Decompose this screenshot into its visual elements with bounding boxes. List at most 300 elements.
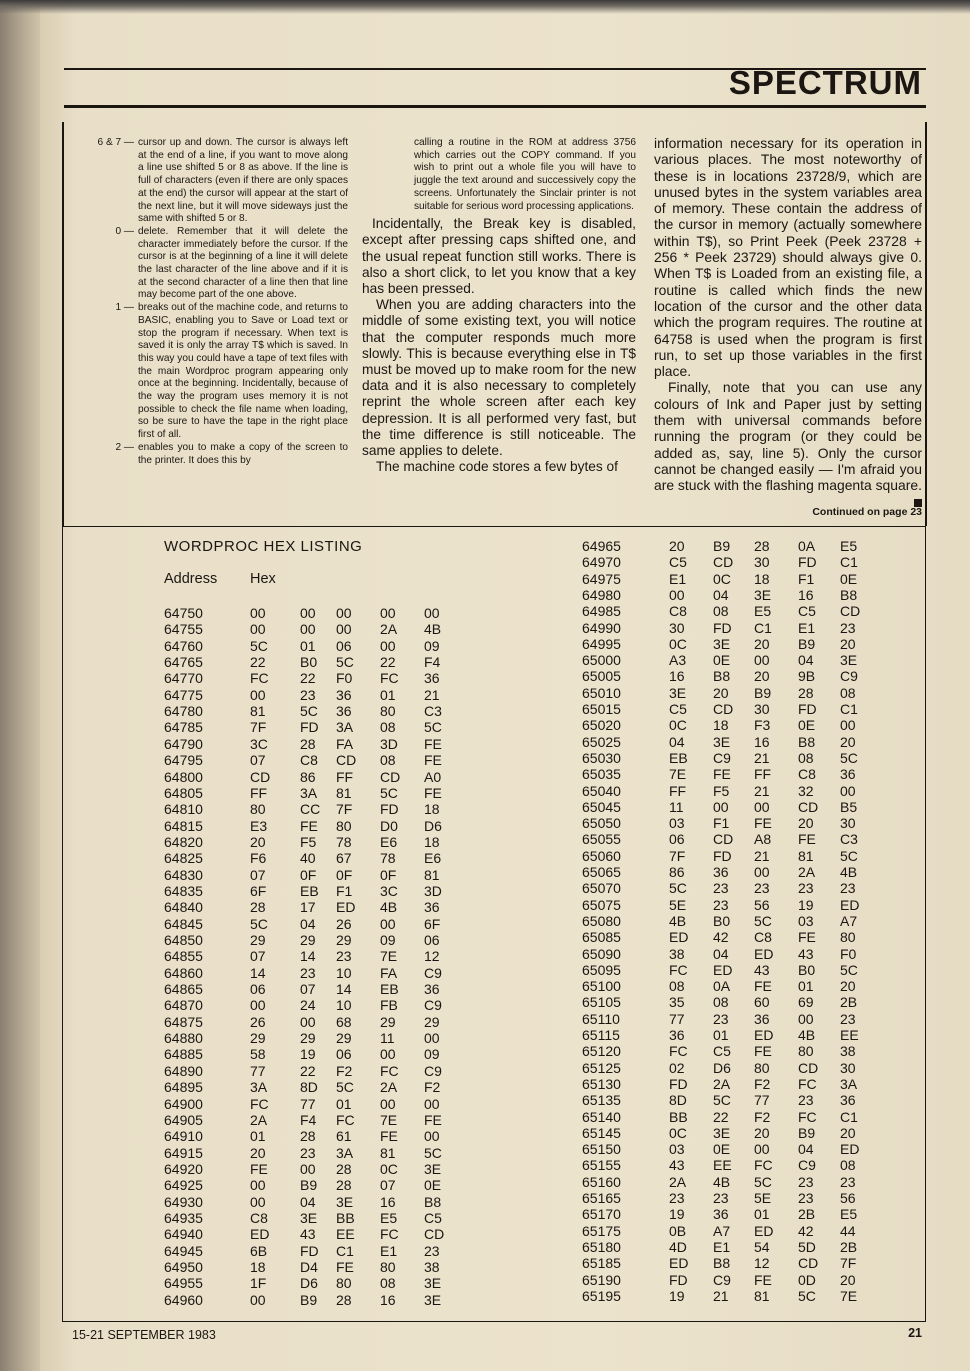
command-item: [84, 442, 348, 467]
hex-byte: 08: [669, 978, 685, 995]
hex-byte: 2A: [380, 1079, 398, 1096]
hex-byte: 22: [300, 670, 316, 687]
hex-byte: FB: [380, 997, 398, 1014]
hex-byte: ED: [754, 1027, 774, 1043]
hex-byte: 5C: [840, 749, 858, 766]
hex-listing-row: [582, 603, 882, 619]
hex-byte: 12: [754, 1255, 770, 1272]
hex-byte: 00: [250, 605, 266, 621]
hex-byte: 17: [300, 899, 316, 916]
hex-byte: 09: [380, 932, 396, 948]
hex-byte: 38: [840, 1043, 856, 1060]
hex-byte: 20: [250, 833, 266, 850]
hex-byte: FE: [713, 766, 731, 783]
hex-listing-row: [164, 801, 464, 817]
address-column-header: Address: [164, 571, 218, 587]
hex-byte: 5C: [840, 961, 858, 978]
hex-address: 64965: [582, 538, 621, 554]
hex-address: 64830: [164, 866, 203, 883]
hex-byte: FE: [300, 817, 318, 834]
hex-address: 64905: [164, 1111, 203, 1128]
hex-byte: 68: [336, 1013, 352, 1030]
hex-byte: C9: [424, 1062, 442, 1079]
hex-byte: ED: [669, 929, 689, 946]
hex-byte: A7: [713, 1222, 731, 1239]
hex-byte: 00: [250, 1193, 266, 1210]
hex-listing-row: [164, 834, 464, 850]
hex-listing-row: [582, 815, 882, 831]
hex-byte: A0: [424, 768, 442, 785]
hex-byte: 08: [840, 684, 856, 701]
hex-listing-row: [582, 734, 882, 750]
hex-byte: 61: [336, 1128, 352, 1145]
hex-byte: 06: [336, 1046, 352, 1063]
hex-byte: 02: [669, 1059, 685, 1076]
hex-byte: 09: [424, 1046, 440, 1063]
hex-byte: 35: [669, 994, 685, 1011]
binding-edge: [0, 0, 40, 1371]
hex-byte: 00: [424, 1128, 440, 1145]
hex-byte: B0: [798, 961, 816, 978]
hex-byte: 0E: [713, 652, 731, 669]
article-paragraph: When you are adding characters into the middle of some existing text, you will notice that the computer responds much more slowly. This is because everything else in T$ must be moved up to make room for the new data and it is also necessary to completely reprint the whole screen after each key depression. It is all performed very fast, but the time difference is still noticeable. The same applies to delete.: [362, 297, 636, 459]
hex-byte: B8: [713, 668, 731, 685]
hex-listing-row: [582, 962, 882, 978]
hex-byte: FD: [713, 619, 732, 636]
hex-listing-row: [582, 1190, 882, 1206]
hex-byte: F5: [300, 833, 317, 850]
hex-byte: 00: [250, 686, 266, 703]
hex-byte: 3E: [424, 1275, 442, 1292]
hex-byte: C5: [713, 1043, 731, 1060]
hex-listing-row: [582, 897, 882, 913]
hex-byte: 69: [798, 994, 814, 1011]
hex-listing-row: [582, 1223, 882, 1239]
hex-byte: 38: [669, 945, 685, 962]
hex-byte: 00: [380, 605, 396, 621]
hex-byte: 28: [250, 899, 266, 916]
hex-byte: CD: [380, 768, 401, 785]
hex-listing-row: [164, 916, 464, 932]
hex-address: 65085: [582, 929, 621, 946]
hex-byte: EB: [300, 882, 319, 899]
hex-byte: 23: [713, 896, 729, 913]
hex-byte: 7E: [840, 1287, 858, 1304]
hex-address: 64945: [164, 1242, 203, 1259]
hex-byte: 0E: [798, 717, 816, 734]
hex-byte: C9: [424, 997, 442, 1014]
hex-address: 64805: [164, 784, 203, 801]
hex-byte: 00: [713, 798, 729, 815]
hex-address: 65030: [582, 749, 621, 766]
hex-byte: 4B: [840, 864, 858, 880]
hex-listing-row: [164, 1292, 464, 1308]
hex-byte: FC: [754, 1157, 773, 1174]
hex-address: 64910: [164, 1128, 203, 1145]
hex-address: 65150: [582, 1141, 621, 1158]
hex-listing-row: [164, 818, 464, 834]
hex-byte: FE: [424, 784, 442, 801]
hex-address: 64875: [164, 1013, 203, 1030]
hex-byte: 7F: [250, 719, 267, 736]
hex-byte: 04: [798, 1141, 814, 1158]
hex-byte: F2: [754, 1108, 771, 1125]
hex-byte: 00: [300, 1013, 316, 1030]
hex-byte: 00: [250, 1291, 266, 1308]
hex-column-header: Hex: [250, 571, 276, 587]
hex-byte: 30: [840, 815, 856, 832]
hex-listing-row: [164, 1046, 464, 1062]
hex-listing-row: [164, 1243, 464, 1259]
hex-byte: 24: [300, 997, 316, 1014]
hex-byte: 5D: [798, 1238, 816, 1255]
hex-address: 65130: [582, 1075, 621, 1092]
hex-byte: 43: [798, 945, 814, 962]
hex-byte: EE: [713, 1157, 732, 1174]
hex-byte: 03: [669, 815, 685, 832]
hex-byte: B0: [300, 654, 318, 671]
hex-byte: 08: [380, 719, 396, 736]
hex-byte: 20: [669, 538, 685, 554]
hex-byte: FE: [754, 1271, 772, 1288]
hex-listing-row: [164, 965, 464, 981]
hex-byte: FC: [380, 670, 399, 687]
hex-listing-row: [164, 1177, 464, 1193]
hex-listing-row: [582, 750, 882, 766]
hex-byte: CD: [798, 1255, 819, 1272]
hex-listing-row: [582, 766, 882, 782]
hex-byte: 3E: [713, 733, 731, 750]
hex-byte: 23: [713, 1010, 729, 1027]
hex-byte: 20: [250, 1144, 266, 1161]
hex-byte: 3E: [713, 635, 731, 652]
hex-byte: E1: [669, 570, 687, 587]
hex-byte: 23: [840, 1010, 856, 1027]
hex-byte: 06: [424, 932, 440, 948]
hex-byte: 0E: [424, 1177, 442, 1194]
hex-byte: 5C: [250, 637, 268, 654]
hex-byte: 00: [424, 1030, 440, 1047]
hex-byte: 3D: [424, 882, 442, 899]
column-divider-left: [62, 122, 64, 526]
hex-byte: 23: [754, 880, 770, 897]
hex-byte: 11: [380, 1030, 395, 1047]
hex-byte: 60: [754, 994, 770, 1011]
hex-byte: 10: [336, 997, 352, 1014]
hex-byte: BB: [669, 1108, 688, 1125]
hex-byte: E6: [380, 833, 398, 850]
hex-byte: F2: [754, 1075, 771, 1092]
hex-address: 64930: [164, 1193, 203, 1210]
hex-byte: 43: [669, 1157, 685, 1174]
hex-byte: 00: [669, 586, 685, 603]
hex-address: 65110: [582, 1010, 620, 1027]
hex-byte: ED: [840, 1141, 860, 1158]
hex-listing-row: [164, 1030, 464, 1046]
hex-address: 64800: [164, 768, 203, 785]
hex-byte: 80: [840, 929, 856, 946]
hex-byte: 07: [250, 752, 266, 769]
hex-byte: 22: [380, 654, 396, 671]
hex-byte: 21: [713, 1287, 729, 1304]
hex-listing-row: [164, 948, 464, 964]
hex-byte: 14: [300, 948, 316, 965]
hex-byte: FE: [380, 1128, 398, 1145]
hex-byte: FC: [380, 1226, 399, 1243]
hex-byte: 80: [380, 703, 396, 720]
hex-byte: 29: [380, 1013, 396, 1030]
hex-byte: 03: [669, 1141, 685, 1158]
hex-address: 65125: [582, 1059, 621, 1076]
hex-byte: C8: [669, 603, 687, 620]
hex-byte: E6: [424, 850, 442, 867]
hex-byte: 0A: [713, 978, 731, 995]
hex-byte: FC: [669, 961, 688, 978]
article-column-middle: [362, 137, 636, 475]
hex-byte: 14: [336, 981, 352, 998]
hex-byte: 2B: [798, 1206, 816, 1223]
hex-listing-row: [582, 1141, 882, 1157]
hex-byte: 3E: [424, 1291, 442, 1308]
hex-listing-row: [582, 799, 882, 815]
hex-byte: 5E: [669, 896, 687, 913]
hex-byte: 30: [754, 554, 770, 571]
hex-address: 64940: [164, 1226, 203, 1243]
hex-byte: 5C: [754, 912, 772, 929]
hex-listing-row: [582, 1109, 882, 1125]
hex-byte: 5C: [250, 915, 268, 932]
hex-byte: 0F: [380, 866, 397, 883]
hex-byte: 00: [380, 1046, 396, 1063]
hex-listing-row: [582, 913, 882, 929]
command-description: enables you to make a copy of the screen to the printer. It does this by: [138, 441, 348, 466]
hex-address: 64920: [164, 1160, 203, 1177]
hex-address: 65035: [582, 766, 621, 783]
hex-byte: 5C: [380, 784, 398, 801]
hex-byte: 28: [336, 1291, 352, 1308]
hex-byte: 3E: [336, 1193, 354, 1210]
hex-byte: 56: [840, 1190, 856, 1206]
hex-byte: 3E: [713, 1124, 731, 1141]
hex-byte: EE: [840, 1027, 859, 1043]
hex-byte: 00: [840, 782, 856, 799]
hex-address: 64835: [164, 882, 203, 899]
hex-byte: FE: [424, 1111, 442, 1128]
hex-byte: 67: [336, 850, 352, 867]
hex-byte: 16: [798, 586, 814, 603]
hex-byte: F2: [336, 1062, 353, 1079]
hex-byte: 30: [669, 619, 685, 636]
hex-byte: 21: [754, 749, 770, 766]
hex-address: 65050: [582, 815, 621, 832]
hex-byte: 01: [380, 686, 396, 703]
hex-byte: B9: [300, 1177, 318, 1194]
hex-byte: 08: [840, 1157, 856, 1174]
hex-byte: 81: [798, 847, 814, 864]
hex-byte: 2A: [380, 621, 398, 638]
command-item: [84, 137, 348, 226]
hex-byte: 58: [250, 1046, 266, 1063]
hex-address: 64900: [164, 1095, 203, 1112]
hex-byte: 22: [300, 1062, 316, 1079]
hex-byte: ED: [754, 1222, 774, 1239]
scan-top-edge: [0, 0, 970, 14]
hex-listing-row: [164, 850, 464, 866]
hex-byte: F6: [250, 850, 267, 867]
hex-byte: 23: [713, 880, 729, 897]
hex-listing-row: [164, 1145, 464, 1161]
hex-byte: 36: [840, 1092, 856, 1109]
hex-byte: 23: [840, 1173, 856, 1190]
hex-byte: ED: [250, 1226, 270, 1243]
hex-byte: 23: [300, 686, 316, 703]
article-column-right: [654, 135, 922, 507]
hex-listing-row: [164, 1096, 464, 1112]
hex-byte: B9: [300, 1291, 318, 1308]
hex-address: 64750: [164, 605, 203, 621]
hex-listing-row: [164, 1112, 464, 1128]
hex-listing-row: [582, 1239, 882, 1255]
hex-byte: 10: [336, 964, 352, 981]
hex-byte: 3E: [669, 684, 687, 701]
hex-byte: 0B: [669, 1222, 687, 1239]
hex-listing-row: [582, 946, 882, 962]
article-paragraph: The machine code stores a few bytes of: [376, 459, 618, 475]
hex-byte: FD: [300, 719, 319, 736]
hex-address: 64770: [164, 670, 203, 687]
hex-byte: 40: [300, 850, 316, 867]
hex-byte: 36: [424, 899, 440, 916]
hex-byte: 2B: [840, 1238, 858, 1255]
hex-byte: 5C: [713, 1092, 731, 1109]
hex-byte: 20: [754, 635, 770, 652]
hex-byte: CD: [713, 701, 734, 717]
hex-listing-row: [164, 1194, 464, 1210]
command-continuation: calling a routine in the ROM at address 3756 which carries out the COPY command. If you wish to print out a whole file you will have to juggle the text around and successively copy the screens. Unfortunately the Sinclair printer is not suitable for serious word processing applications.: [414, 137, 636, 212]
hex-byte: 00: [840, 717, 856, 734]
hex-byte: 28: [798, 684, 814, 701]
hex-byte: A3: [669, 652, 687, 669]
hex-byte: 08: [798, 749, 814, 766]
hex-listing-row: [164, 1275, 464, 1291]
hex-byte: FD: [798, 701, 817, 717]
hex-byte: FE: [798, 831, 816, 848]
hex-address: 65075: [582, 896, 621, 913]
hex-address: 65175: [582, 1222, 621, 1239]
hex-byte: 5E: [754, 1190, 772, 1206]
hex-byte: B9: [798, 1124, 816, 1141]
hex-byte: 2B: [840, 994, 858, 1011]
hex-byte: 78: [336, 833, 352, 850]
hex-byte: 54: [754, 1238, 770, 1255]
hex-listing-row: [164, 670, 464, 686]
hex-byte: 00: [300, 605, 316, 621]
hex-byte: C3: [840, 831, 858, 848]
hex-byte: 07: [250, 948, 266, 965]
hex-byte: E1: [380, 1242, 398, 1259]
hex-listing-row: [164, 621, 464, 637]
hex-byte: 7F: [336, 801, 353, 818]
hex-byte: 5C: [669, 880, 687, 897]
hex-address: 65045: [582, 798, 621, 815]
hex-byte: B8: [713, 1255, 731, 1272]
hex-listing-row: [582, 1011, 882, 1027]
hex-byte: C1: [840, 554, 858, 571]
hex-byte: F2: [424, 1079, 441, 1096]
hex-address: 64980: [582, 586, 621, 603]
hex-byte: 5C: [336, 654, 354, 671]
hex-byte: 01: [250, 1128, 266, 1145]
hex-byte: B9: [713, 538, 731, 554]
hex-address: 64855: [164, 948, 203, 965]
hex-byte: 7F: [669, 847, 686, 864]
hex-byte: 03: [798, 912, 814, 929]
hex-address: 64885: [164, 1046, 203, 1063]
hex-byte: D6: [300, 1275, 318, 1292]
hex-byte: 81: [424, 866, 440, 883]
hex-byte: FA: [380, 964, 398, 981]
hex-byte: 18: [250, 1259, 266, 1275]
hex-byte: 3E: [754, 586, 772, 603]
hex-listing-row: [164, 1014, 464, 1030]
hex-address: 65005: [582, 668, 621, 685]
hex-byte: 5C: [424, 719, 442, 736]
hex-listing-row: [582, 1157, 882, 1173]
hex-byte: 81: [754, 1287, 770, 1304]
hex-byte: 2A: [669, 1173, 687, 1190]
hex-byte: 81: [250, 703, 266, 720]
hex-listing-row: [582, 554, 882, 570]
hex-byte: 80: [250, 801, 266, 818]
hex-byte: 3E: [300, 1209, 318, 1226]
hex-listing-row: [582, 848, 882, 864]
hex-byte: 3A: [250, 1079, 268, 1096]
column-divider-right: [925, 122, 927, 526]
hex-listing-row: [582, 1125, 882, 1141]
hex-address: 65100: [582, 978, 621, 995]
hex-address: 64860: [164, 964, 203, 981]
hex-byte: 00: [250, 1177, 266, 1194]
hex-byte: 36: [840, 766, 856, 783]
hex-address: 65160: [582, 1173, 621, 1190]
hex-byte: 80: [336, 817, 352, 834]
hex-byte: 01: [754, 1206, 770, 1223]
command-description: cursor up and down. The cursor is always left at the end of a line, if you want to move along a line use shifted 5 or 8 as above. If the line is full of characters (even if there are only spaces at the end) the cursor will appear at the start of the next line, but it will move sideways just the same with shifted 5 or 8.: [138, 137, 348, 225]
hex-byte: 23: [798, 1092, 814, 1109]
hex-byte: 06: [250, 981, 266, 998]
hex-byte: 23: [669, 1190, 685, 1206]
continued-note: Continued on page 23: [812, 506, 922, 518]
hex-byte: 7F: [840, 1255, 857, 1272]
hex-address: 65105: [582, 994, 621, 1011]
hex-listing-row: [582, 571, 882, 587]
hex-byte: C5: [669, 701, 687, 717]
hex-byte: 23: [798, 880, 814, 897]
hex-byte: C8: [798, 766, 816, 783]
hex-byte: 00: [754, 864, 770, 880]
hex-address: 64850: [164, 932, 203, 948]
hex-byte: 14: [250, 964, 266, 981]
hex-byte: 00: [380, 915, 396, 932]
hex-byte: CD: [250, 768, 271, 785]
hex-byte: 3A: [336, 1144, 354, 1161]
hex-listing-row: [164, 899, 464, 915]
hex-byte: E1: [798, 619, 816, 636]
hex-byte: FE: [754, 815, 772, 832]
hex-byte: 43: [754, 961, 770, 978]
hex-listing-row: [164, 1079, 464, 1095]
hex-byte: F3: [754, 717, 771, 734]
